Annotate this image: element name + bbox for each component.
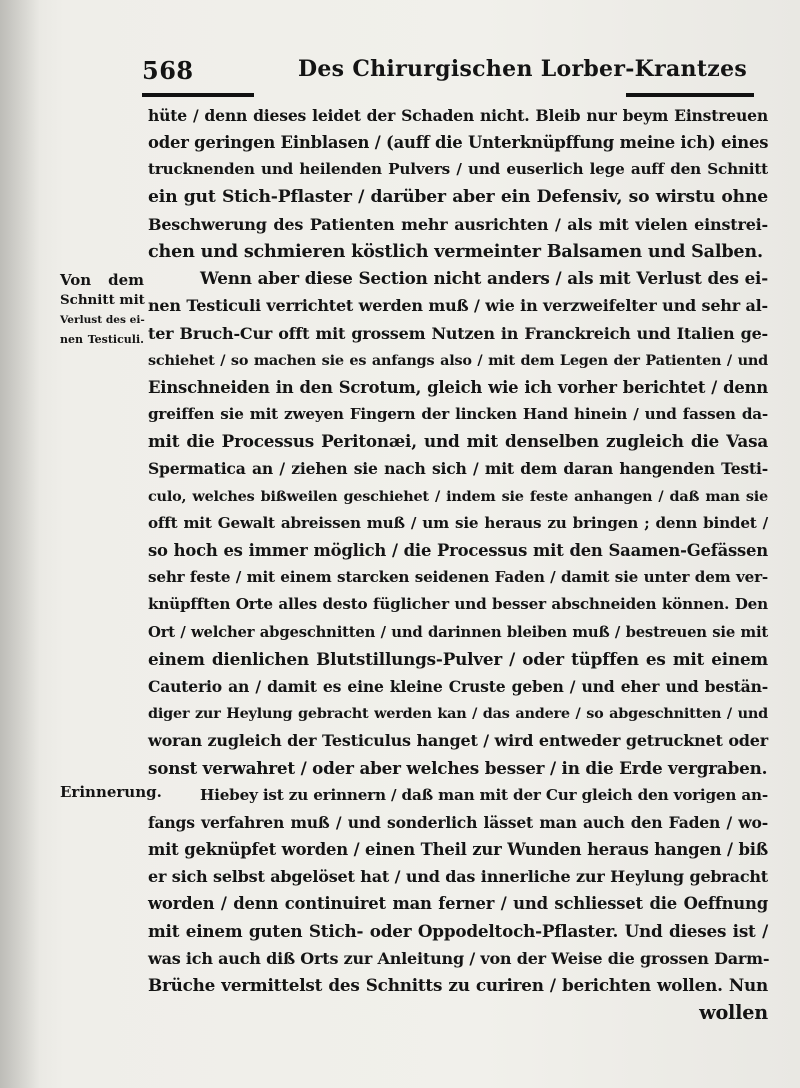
- text-line: Brüche vermittelst des Schnitts zu curiren / berichten wollen. Nun: [148, 975, 768, 995]
- text-line: Hiebey ist zu erinnern / daß man mit der Cur gleich den vorigen an-: [200, 785, 768, 804]
- page-number: 568: [142, 56, 194, 85]
- text-line: er sich selbst abgelöset hat / und das innerliche zur Heylung gebracht: [148, 867, 768, 887]
- header-rule-right: [626, 93, 754, 97]
- text-line: was ich auch diß Orts zur Anleitung / von der Weise die grossen Darm-: [148, 948, 770, 968]
- text-line: mit geknüpfet worden / einen Theil zur Wunden heraus hangen / biß: [148, 840, 768, 860]
- text-line: Beschwerung des Patienten mehr ausrichten / als mit vielen einstrei-: [148, 214, 768, 234]
- text-line: woran zugleich der Testiculus hanget / wird entweder getrucknet oder: [148, 731, 768, 751]
- margin-note-section: [60, 270, 144, 350]
- text-line: sehr feste / mit einem starcken seidenen Faden / damit sie unter dem ver-: [148, 568, 768, 587]
- text-line: oder geringen Einblasen / (auff die Unterknüpffung meine ich) eines: [148, 133, 769, 153]
- text-line: diger zur Heylung gebracht werden kan / das andere / so abgeschnitten / und: [148, 705, 768, 723]
- text-line: Einschneiden in den Scrotum, gleich wie ich vorher berichtet / denn: [148, 377, 768, 397]
- text-line: Ort / welcher abgeschnitten / und darinnen bleiben muß / bestreuen sie mit: [148, 623, 768, 641]
- margin-note-line: Schnitt mit: [60, 292, 145, 308]
- text-line: Wenn aber diese Section nicht anders / als mit Verlust des ei-: [200, 268, 768, 289]
- margin-note-erinnerung: Erinnerung.: [60, 783, 162, 801]
- text-line: fangs verfahren muß / und sonderlich lässet man auch den Faden / wo-: [148, 812, 768, 832]
- text-line: greiffen sie mit zweyen Fingern der lincken Hand hinein / und fassen da-: [148, 405, 768, 424]
- body-text: [148, 102, 768, 1026]
- text-line: mit die Processus Peritonæi, und mit denselben zugleich die Vasa: [148, 431, 768, 452]
- text-line: knüpfften Orte alles desto füglicher und besser abschneiden können. Den: [148, 595, 768, 614]
- margin-note-line: Verlust des ei-: [60, 314, 145, 326]
- gutter-shadow: [0, 0, 40, 1088]
- text-line: chen und schmieren köstlich vermeinter Balsamen und Salben.: [148, 240, 763, 262]
- text-line: einem dienlichen Blutstillungs-Pulver / oder tüpffen es mit einem: [148, 648, 768, 669]
- running-title: Des Chirurgischen Lorber-Krantzes: [298, 56, 748, 82]
- margin-note-line: nen Testiculi.: [60, 333, 144, 346]
- text-line: schiehet / so machen sie es anfangs also / mit dem Legen der Patienten / und: [148, 351, 768, 369]
- text-line: so hoch es immer möglich / die Processus mit den Saamen-Gefässen: [148, 541, 768, 560]
- margin-note-line: Von dem: [60, 271, 144, 289]
- text-line: hüte / denn dieses leidet der Schaden nicht. Bleib nur beym Einstreuen: [148, 106, 768, 125]
- text-line: Spermatica an / ziehen sie nach sich / mit dem daran hangenden Testi-: [148, 459, 768, 479]
- header-rule-left: [142, 93, 254, 97]
- text-line: sonst verwahret / oder aber welches besser / in die Erde vergraben.: [148, 757, 768, 778]
- text-line: culo, welches bißweilen geschiehet / indem sie feste anhangen / daß man sie: [148, 487, 768, 505]
- catchword: wollen: [699, 1001, 768, 1025]
- text-line: ein gut Stich-Pflaster / darüber aber ein Defensiv, so wirstu ohne: [148, 186, 768, 207]
- text-line: trucknenden und heilenden Pulvers / und euserlich lege auff den Schnitt: [148, 160, 768, 179]
- text-line: nen Testiculi verrichtet werden muß / wie in verzweifelter und sehr al-: [148, 296, 768, 316]
- text-line: ter Bruch-Cur offt mit grossem Nutzen in Franckreich und Italien ge-: [148, 323, 768, 343]
- text-line: Cauterio an / damit es eine kleine Cruste geben / und eher und bestän-: [148, 676, 768, 696]
- text-line: worden / denn continuiret man ferner / und schliesset die Oeffnung: [148, 894, 768, 914]
- text-line: mit einem guten Stich- oder Oppodeltoch-Pflaster. Und dieses ist /: [148, 920, 768, 941]
- text-line: offt mit Gewalt abreissen muß / um sie heraus zu bringen ; denn bindet /: [148, 513, 768, 532]
